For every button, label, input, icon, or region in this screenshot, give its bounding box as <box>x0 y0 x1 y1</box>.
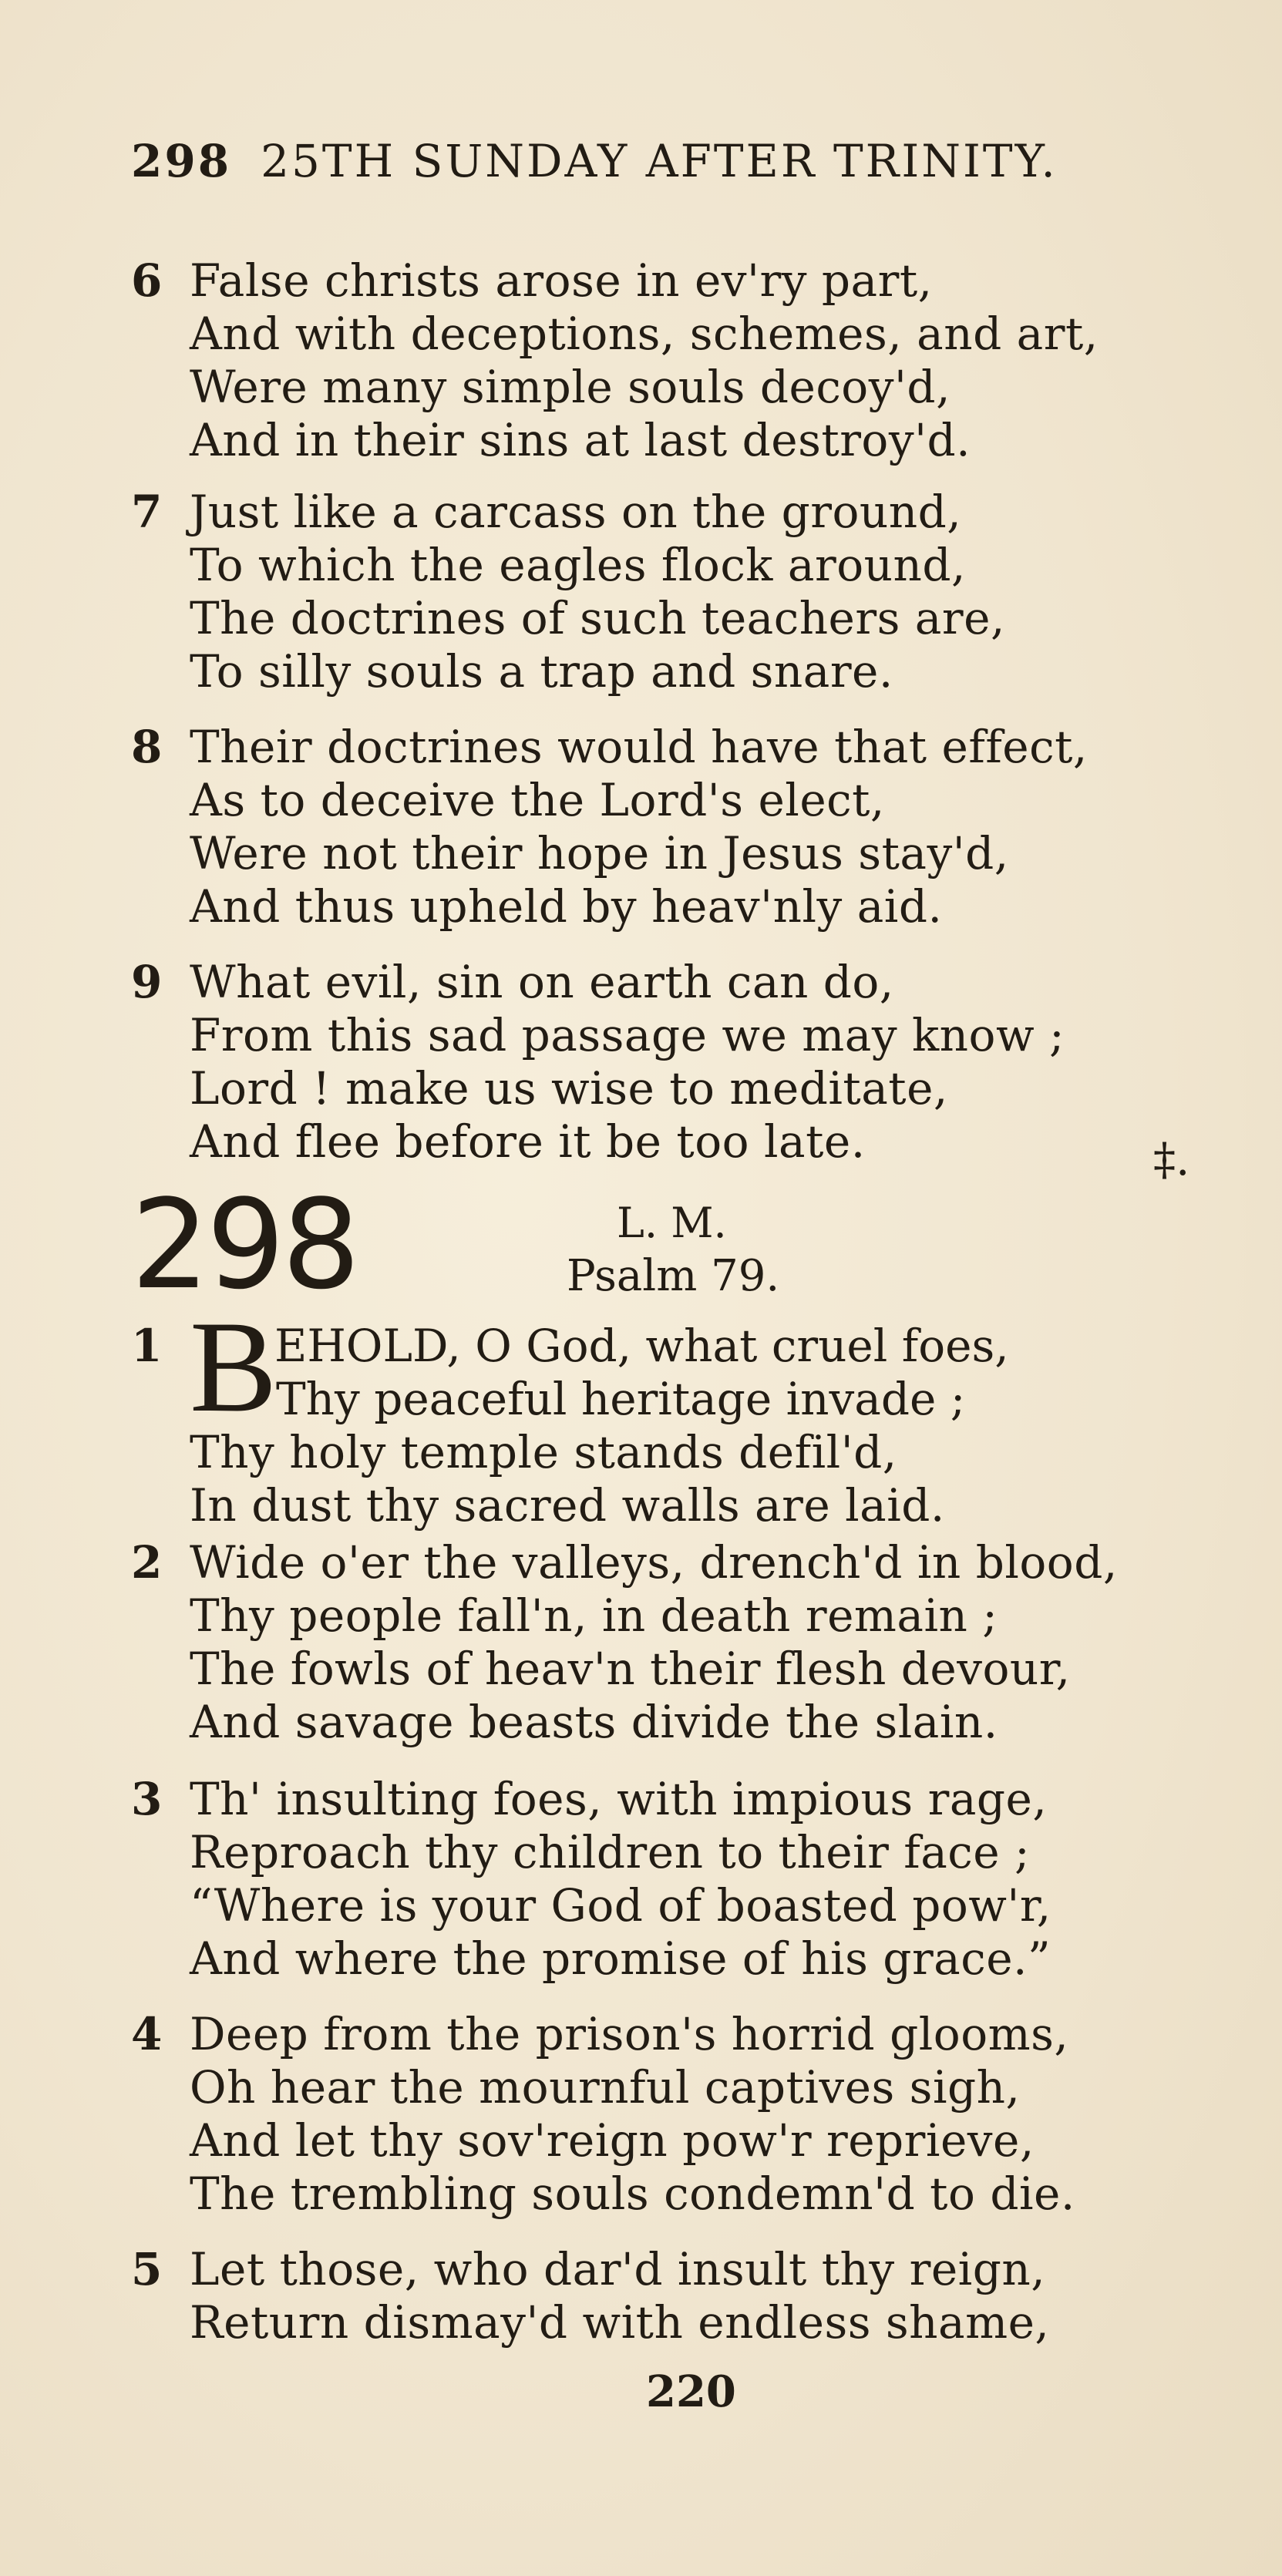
verse-text: False christs arose in ev'ry part, <box>190 254 933 307</box>
verse-line <box>131 1062 1149 1115</box>
verse-text: And where the promise of his grace.” <box>190 1932 1052 1985</box>
verse-line <box>131 1009 1149 1062</box>
verse-line <box>131 592 1149 645</box>
verse-text: EHOLD, O God, what cruel foes, <box>274 1320 1009 1372</box>
verse-number: 8 <box>131 721 163 773</box>
verse-text: In dust thy sacred walls are laid. <box>190 1479 945 1532</box>
verse-text: The trembling souls condemn'd to die. <box>190 2167 1075 2220</box>
drop-cap: B <box>190 1294 278 1439</box>
verse-line <box>131 1773 1149 1826</box>
verse-line <box>131 414 1149 467</box>
verse-line <box>131 2296 1149 2349</box>
verse-text: Were not their hope in Jesus stay'd, <box>190 827 1009 879</box>
verse-2 <box>131 1536 1149 1749</box>
verse-line <box>190 1426 1207 1479</box>
verse-text: Return dismay'd with endless shame, <box>190 2296 1050 2349</box>
verse-line <box>131 2008 1149 2061</box>
verse-line <box>131 361 1149 414</box>
verse-text: And in their sins at last destroy'd. <box>190 414 971 466</box>
running-header <box>131 135 1133 187</box>
verse-7 <box>131 486 1149 698</box>
verse-line <box>131 2167 1149 2221</box>
verse-line <box>131 254 1149 308</box>
verse-line <box>131 308 1149 361</box>
verse-text: Deep from the prison's horrid glooms, <box>190 2008 1069 2060</box>
verse-number: 7 <box>131 486 163 538</box>
verse-text: Oh hear the mournful captives sigh, <box>190 2061 1021 2114</box>
verse-line <box>131 1826 1149 1879</box>
verse-line <box>131 1115 1149 1169</box>
verse-number: 4 <box>131 2008 163 2060</box>
verse-line <box>131 2061 1149 2114</box>
verse-text: And thus upheld by heav'nly aid. <box>190 880 943 933</box>
verse-text: And savage beasts divide the slain. <box>190 1696 998 1748</box>
running-title: 25TH SUNDAY AFTER TRINITY. <box>261 135 1058 187</box>
verse-text: Lord ! make us wise to meditate, <box>190 1062 948 1115</box>
verse-text: Reproach thy children to their face ; <box>190 1826 1031 1878</box>
verse-line <box>131 2243 1149 2296</box>
verse-number: 5 <box>131 2243 163 2295</box>
verse-number: 1 <box>131 1320 163 1372</box>
verse-line <box>131 1696 1149 1749</box>
hymn-heading <box>131 1172 1133 1317</box>
verse-text: The fowls of heav'n their flesh devour, <box>190 1643 1071 1695</box>
verse-text: Were many simple souls decoy'd, <box>190 361 951 413</box>
printer-signature: 220 <box>646 2366 736 2417</box>
verse-line <box>131 486 1149 539</box>
verse-text: To silly souls a trap and snare. <box>190 645 893 698</box>
verse-text: Thy holy temple stands defil'd, <box>190 1426 897 1478</box>
verse-8 <box>131 721 1149 933</box>
verse-text: Just like a carcass on the ground, <box>190 486 962 538</box>
verse-text: To which the eagles flock around, <box>190 539 966 591</box>
verse-text: What evil, sin on earth can do, <box>190 956 894 1008</box>
page-number: 298 <box>131 135 232 187</box>
verse-text: From this sad passage we may know ; <box>190 1009 1065 1061</box>
verse-line <box>131 1643 1149 1696</box>
verse-4 <box>131 2008 1149 2221</box>
verse-line <box>131 2114 1149 2167</box>
verse-text: The doctrines of such teachers are, <box>190 592 1005 644</box>
hymn-source: Psalm 79. <box>567 1251 780 1301</box>
verse-line <box>131 956 1149 1009</box>
hymn-number: 298 <box>131 1172 358 1317</box>
verse-text: Wide o'er the valleys, drench'd in blood, <box>190 1536 1118 1589</box>
verse-text: As to deceive the Lord's elect, <box>190 774 885 826</box>
verse-line <box>131 721 1149 774</box>
verse-3 <box>131 1773 1149 1986</box>
verse-number: 2 <box>131 1536 163 1589</box>
verse-text: Their doctrines would have that effect, <box>190 721 1088 773</box>
verse-text: And let thy sov'reign pow'r reprieve, <box>190 2114 1035 2167</box>
verse-number: 3 <box>131 1773 163 1825</box>
verse-line <box>131 539 1149 592</box>
verse-9 <box>131 956 1149 1169</box>
verse-line <box>190 1479 1207 1532</box>
verse-1-rest <box>190 1426 1207 1532</box>
verse-line <box>131 880 1149 933</box>
verse-number: 9 <box>131 956 163 1008</box>
verse-text: Let those, who dar'd insult thy reign, <box>190 2243 1046 2295</box>
verse-line <box>131 645 1149 698</box>
verse-line <box>131 1536 1149 1589</box>
verse-line <box>131 1589 1149 1643</box>
verse-line <box>131 774 1149 827</box>
verse-text: And flee before it be too late. <box>190 1115 866 1168</box>
verse-5 <box>131 2243 1149 2349</box>
verse-line <box>131 1879 1149 1932</box>
end-mark: ‡. <box>1153 1133 1190 1185</box>
hymn-meter: L. M. <box>617 1199 727 1247</box>
verse-text: Thy people fall'n, in death remain ; <box>190 1589 998 1642</box>
verse-line <box>131 1932 1149 1986</box>
verse-line <box>131 827 1149 880</box>
verse-text: And with deceptions, schemes, and art, <box>190 308 1099 360</box>
verse-6 <box>131 254 1149 467</box>
verse-1-line-2: Thy peaceful heritage invade ; <box>276 1373 966 1425</box>
verse-text: Th' insulting foes, with impious rage, <box>190 1773 1048 1825</box>
verse-number: 6 <box>131 254 163 307</box>
verse-text: “Where is your God of boasted pow'r, <box>190 1879 1052 1932</box>
